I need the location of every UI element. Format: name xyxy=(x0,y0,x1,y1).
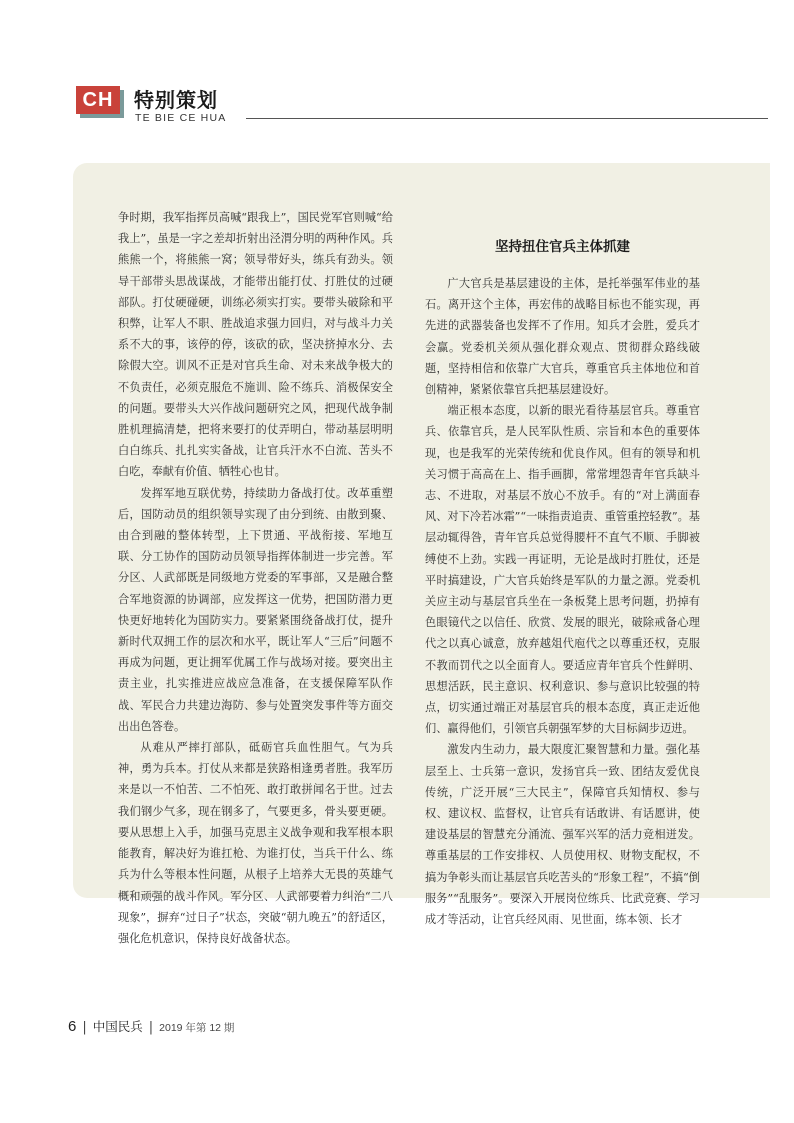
paragraph: 激发内生动力，最大限度汇聚智慧和力量。强化基层至上、士兵第一意识，发扬官兵一致、团结友爱优良传统，广泛开展“三大民主”，保障官兵知情权、参与权、建议权、监督权，让官兵有话敢讲、有话愿讲，使建设基层的智慧充分涌流、强军兴军的活力竞相迸发。尊重基层的工作安排权、人员使用权、财物支配权，不搞为争彰头而让基层官兵吃苦头的“形象工程”，不搞“倒服务”“乱服务”。要深入开展岗位练兵、比武竞赛、学习成才等活动，让官兵经风雨、见世面，练本领、长才 xyxy=(425,743,700,927)
page-number: 6 xyxy=(68,1018,77,1035)
section-logo xyxy=(76,86,124,116)
magazine-name: 中国民兵 xyxy=(92,1019,143,1034)
header-rule xyxy=(246,118,768,119)
paragraph: 端正根本态度，以新的眼光看待基层官兵。尊重官兵、依靠官兵，是人民军队性质、宗旨和本色的重要体现，也是我军的光荣传统和优良作风。但有的领导和机关习惯于高高在上、指手画脚，常常埋怨青年官兵缺斗志、不进取，对基层不放心不放手。有的“对上满面春风、对下冷若冰霜”“一味指责追责、重管重控轻教”。基层动辄得咎，青年官兵总觉得腰杆不直气不顺、手脚被缚使不上劲。实践一再证明，无论是战时打胜仗，还是平时搞建设，广大官兵始终是军队的力量之源。党委机关应主动与基层官兵坐在一条板凳上思考问题，扔掉有色眼镜代之以信任、欣赏、发展的眼光，破除戒备心理代之以真心诚意，放弃越俎代庖代之以尊重还权，克服不教而罚代之以全面育人。要适应青年官兵个性鲜明、思想活跃，民主意识、权利意识、参与意识比较强的特点，切实通过端正对基层官兵的根本态度，真正走近他们、赢得他们，引领官兵朝强军梦的大目标阔步迈进。 xyxy=(425,404,700,736)
subsection-heading: 坚持扭住官兵主体抓建 xyxy=(495,239,630,255)
article-left-column xyxy=(118,207,393,949)
paragraph: 争时期，我军指挥员高喊“跟我上”，国民党军官则喊“给我上”，虽是一字之差却折射出泾渭分明的两种作风。兵熊熊一个，将熊熊一窝；领导带好头，练兵有劲头。领导干部带头思战谋战，才能带出能打仗、打胜仗的过硬部队。打仗硬碰硬，训练必须实打实。要带头破除和平积弊，让军人不职、胜战追求强力回归，对与战斗力关系不大的事，该停的停，该砍的砍，坚决挤掉水分、去除假大空。训风不正是对官兵生命、对未来战争极大的不负责任，必须克服危不施训、险不练兵、消极保安全的问题。要带头大兴作战问题研究之风，把现代战争制胜机理搞清楚，把将来要打的仗弄明白，带动基层明明白白练兵、扎扎实实备战，让官兵汗水不白流、苦头不白吃，奉献有价值、牺牲心也甘。 xyxy=(118,211,393,479)
footer-separator: | xyxy=(82,1020,87,1035)
section-pinyin: TE BIE CE HUA xyxy=(135,112,227,124)
section-title: 特别策划 xyxy=(134,88,218,112)
paragraph: 从难从严摔打部队，砥砺官兵血性胆气。气为兵神，勇为兵本。打仗从来都是狭路相逢勇者胜。我军历来是以一不怕苦、二不怕死、敢打敢拼闻名于世。过去我们钢少气多，现在钢多了，气要更多，骨头要更硬。要从思想上入手，加强马克思主义战争观和我军根本职能教育，解决好为谁扛枪、为谁打仗，当兵干什么、练兵为什么等根本性问题，从根子上培养大无畏的英雄气概和顽强的战斗作风。军分区、人武部要着力纠治“二八现象”，摒弃“过日子”状态，突破“朝九晚五”的舒适区，强化危机意识，保持良好战备状态。 xyxy=(118,741,393,945)
page-footer xyxy=(68,1017,234,1035)
paragraph: 广大官兵是基层建设的主体，是托举强军伟业的基石。离开这个主体，再宏伟的战略目标也不能实现，再先进的武器装备也发挥不了作用。知兵才会胜，爱兵才会赢。党委机关须从强化群众观点、贯彻群众路线破题，坚持相信和依靠广大官兵，尊重官兵主体地位和首创精神，紧紧依靠官兵把基层建设好。 xyxy=(425,277,700,397)
issue-label: 2019 年第 12 期 xyxy=(159,1022,235,1034)
footer-separator: | xyxy=(148,1020,154,1035)
paragraph: 发挥军地互联优势，持续助力备战打仗。改革重塑后，国防动员的组织领导实现了由分到统、由散到聚、由合到融的整体转型，上下贯通、平战衔接、军地互联、分工协作的国防动员领导指挥体制进一步完善。军分区、人武部既是同级地方党委的军事部，又是融合整合军地资源的协调部，应发挥这一优势，把国防潜力更快更好地转化为国防实力。要紧紧围绕备战打仗，提升新时代双拥工作的层次和水平，既让军人“三后”问题不再成为问题，更让拥军优属工作与战场对接。要突出主责主业，扎实推进应战应急准备，在支援保障军队作战、军民合力共建边海防、参与处置突发事件等方面交出出色答卷。 xyxy=(118,486,393,733)
logo-badge: CH xyxy=(76,86,120,114)
article-right-column xyxy=(425,207,700,930)
